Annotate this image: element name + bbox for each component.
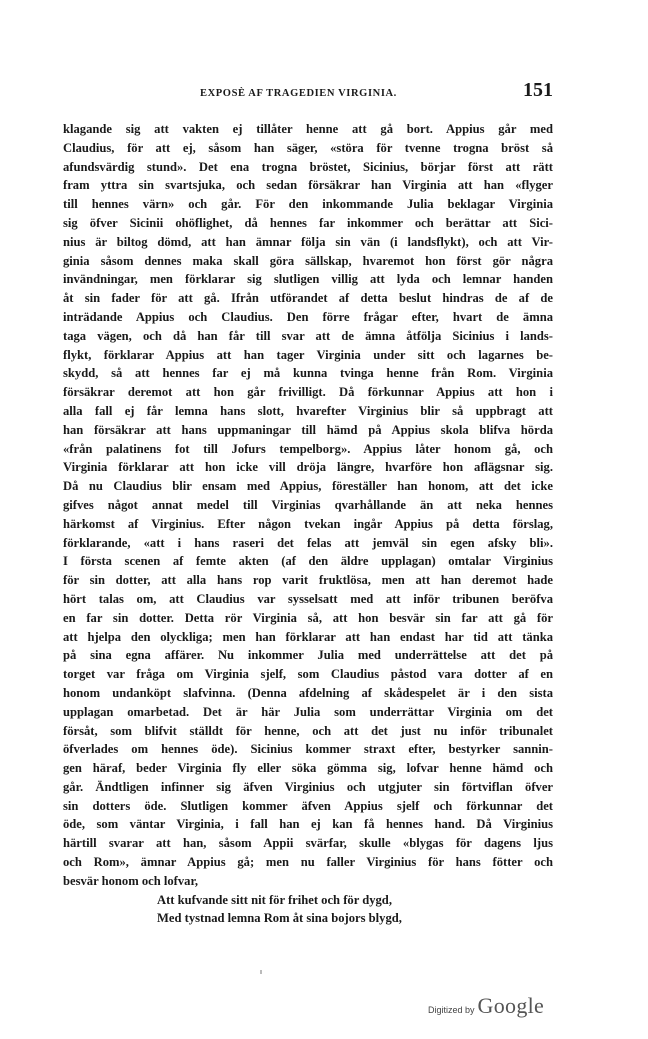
text-line: invändningar, men förklarar sig slutligen villig att lyda och lemnar handen xyxy=(63,272,553,287)
text-line: «från palatinens fot till Jofurs tempelborg». Appius låter honom gå, och xyxy=(63,441,553,456)
google-logo: Google xyxy=(477,993,545,1018)
verse-line: Med tystnad lemna Rom åt sina bojors blygd, xyxy=(157,911,402,926)
digitized-by-label: Digitized by xyxy=(428,1005,475,1015)
text-line: försåt, som blifvit ställdt för henne, och att det just nu inför tribunalet xyxy=(63,723,553,738)
text-line: Då nu Claudius blir ensam med Appius, föreställer han honom, att det icke xyxy=(63,479,553,494)
prose-block xyxy=(63,120,553,891)
text-line: Virginia förklarar att hon icke vill dröja längre, hvarföre hon aflägsnar sig. xyxy=(63,460,553,475)
text-line: och Rom», ämnar Appius gå; men nu faller Virginius för hans fötter och xyxy=(63,855,553,870)
text-line: skydd, så att hennes far ej må kunna tvinga henne från Rom. Virginia xyxy=(63,366,553,381)
text-line: fram yttra sin svartsjuka, och sedan försäkrar han Virginia att han «flyger xyxy=(63,178,553,193)
text-line: torget var fråga om Virginia sjelf, som Claudius påstod vara dotter af en xyxy=(63,667,553,682)
text-line: besvär honom och lofvar, xyxy=(63,873,199,888)
text-line: härkomst af Virginius. Efter någon tvekan ingår Appius på detta förslag, xyxy=(63,516,553,531)
text-line: till hennes värn» och går. För den inkommande Julia beklagar Virginia xyxy=(63,197,553,212)
body-text xyxy=(63,120,553,928)
text-line: en far sin dotter. Detta rör Virginia så, att hon besvär sin far att gå för xyxy=(63,610,553,625)
text-line: afundsvärdig stund». Det ena trogna bröstet, Sicinius, börjar först att rätt xyxy=(63,159,553,174)
text-line: sin dotters öde. Slutligen kommer äfven Appius sjelf och förkunnar det xyxy=(63,798,553,813)
verse-block xyxy=(63,891,553,929)
text-line: öfverlades om hennes öde). Sicinius kommer straxt efter, bestyrker sannin- xyxy=(63,742,553,757)
running-header: EXPOSÈ AF TRAGEDIEN VIRGINIA. xyxy=(200,88,397,99)
text-line: försäkrar deremot att hon går frivilligt. Då förkunnar Appius att hon i xyxy=(63,385,553,400)
text-line: gifves något annat medel till Virginias qvarhållande än att neka hennes xyxy=(63,497,553,512)
text-line: klagande sig att vakten ej tillåter henne att gå bort. Appius går med xyxy=(63,122,553,136)
text-line: att hjelpa den olyckliga; men han förklarar att han endast har tid att tänka xyxy=(63,629,553,644)
verse-line: Att kufvande sitt nit för frihet och för dygd, xyxy=(157,892,392,907)
text-line: upplagan omarbetad. Det är här Julia som underrättar Virginia om det xyxy=(63,704,553,719)
text-line: Claudius, för att ej, såsom han säger, «störa för tvenne trogna bröst så xyxy=(63,140,553,155)
text-line: för sin dotter, att alla hans rop varit fruktlösa, men att han deremot hade xyxy=(63,573,553,588)
text-line: inträdande Appius och Claudius. Den förre frågar efter, hvart de ämna xyxy=(63,309,553,324)
text-line: gen häraf, beder Virginia fly eller söka gömma sig, lofvar henne hämd och xyxy=(63,761,553,776)
text-line: alla fall ej får lemna hans slott, hvarefter Virginius blir så uppbragt att xyxy=(63,403,553,418)
text-line: åt sin fader för att gå. Ifrån utförandet af detta beslut hindras de af de xyxy=(63,291,553,306)
text-line: härtill svarar att han, såsom Appii svärfar, skulle «blygas för dagens ljus xyxy=(63,836,553,851)
text-line: han försäkrar att hans uppmaningar till hämd på Appius skola blifva hörda xyxy=(63,422,553,437)
text-line: I första scenen af femte akten (af den äldre upplagan) omtalar Virginius xyxy=(63,554,553,569)
page-number: 151 xyxy=(523,79,553,101)
text-line: ginia såsom dennes maka skall göra sällskap, hvaremot hon först gör några xyxy=(63,253,553,268)
text-line: nius är biltog dömd, att han ämnar följa sin vän (i landsflykt), och att Vir- xyxy=(63,234,553,249)
paper-speck xyxy=(260,970,262,974)
text-line: förklarande, «att i hans raseri det felas att jemväl sin egen afsky bli». xyxy=(63,535,553,550)
text-line: taga vägen, och då han får till svar att de ämna åtfölja Sicinius i lands- xyxy=(63,328,553,343)
text-line: på sina egna affärer. Nu inkommer Julia med underrättelse att det på xyxy=(63,648,553,663)
text-line: hört talas om, att Claudius var sysselsatt med att inför tribunen beröfva xyxy=(63,591,553,606)
text-line: går. Ändtligen infinner sig äfven Virginius och utgjuter sin förtviflan öfver xyxy=(63,779,553,794)
text-line: sig öfver Sicinii ohöflighet, då hennes far inkommer och berättar att Sici- xyxy=(63,215,553,230)
digitized-by-google xyxy=(428,993,544,1019)
text-line: honom undanköpt slafvinna. (Denna afdelning af skådespelet är i den sista xyxy=(63,685,553,700)
text-line: öde, som väntar Virginia, i fall han ej kan få hennes hand. Då Virginius xyxy=(63,817,553,832)
text-line: flykt, förklarar Appius att han tager Virginia under sitt och lagarnes be- xyxy=(63,347,553,362)
